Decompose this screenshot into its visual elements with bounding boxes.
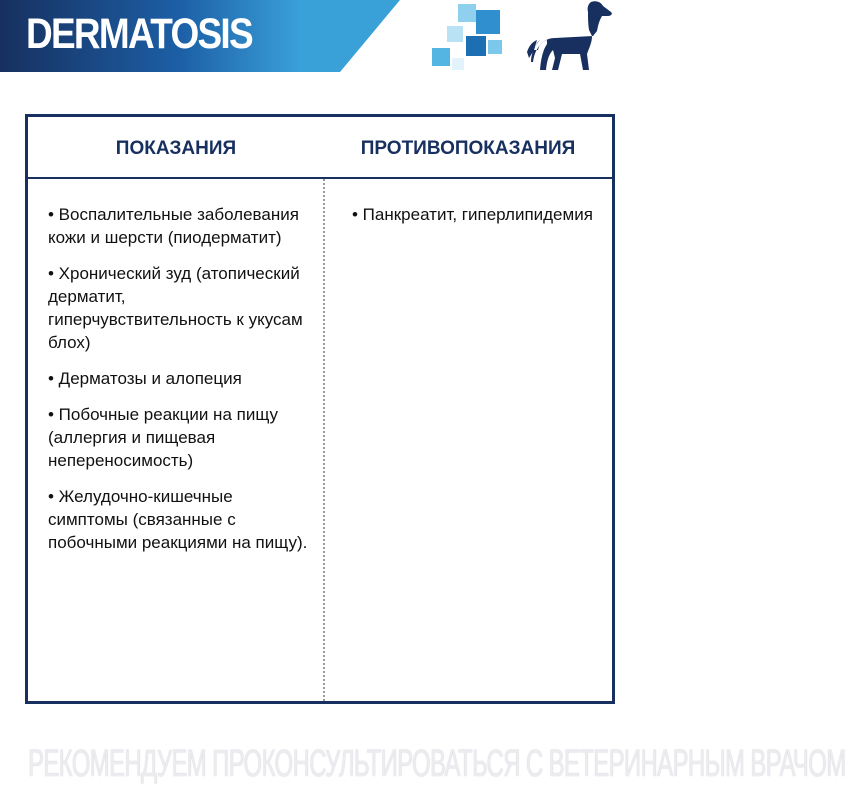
- header-banner: [0, 0, 618, 72]
- decorative-squares: [432, 4, 502, 70]
- column-divider: [323, 179, 325, 701]
- table-header: [28, 117, 612, 179]
- list-item: • Побочные реакции на пищу (аллергия и пищевая непереносимость): [48, 405, 279, 470]
- vet-consult-note: РЕКОМЕНДУЕМ ПРОКОНСУЛЬТИРОВАТЬСЯ С ВЕТЕРИНАРНЫМ ВРАЧОМ: [28, 743, 846, 785]
- list-item: • Дерматозы и алопеция: [48, 369, 242, 388]
- contraindications-list: [352, 203, 602, 239]
- list-item: • Воспалительные заболевания кожи и шерсти (пиодерматит): [48, 205, 299, 247]
- list-item: • Хронический зуд (атопический дерматит, гиперчувствительность к укусам блох): [48, 264, 303, 352]
- list-item: • Панкреатит, гиперлипидемия: [352, 205, 593, 224]
- indications-list: [48, 203, 310, 567]
- brand-title: DERMATOSIS: [26, 10, 252, 58]
- list-item: • Желудочно-кишечные симптомы (связанные с побочными реакциями на пищу).: [48, 487, 308, 552]
- dog-silhouette-icon: [525, 0, 618, 72]
- indications-heading: ПОКАЗАНИЯ: [115, 138, 237, 159]
- contraindications-heading: ПРОТИВОПОКАЗАНИЯ: [360, 138, 576, 159]
- indications-table: [25, 114, 615, 704]
